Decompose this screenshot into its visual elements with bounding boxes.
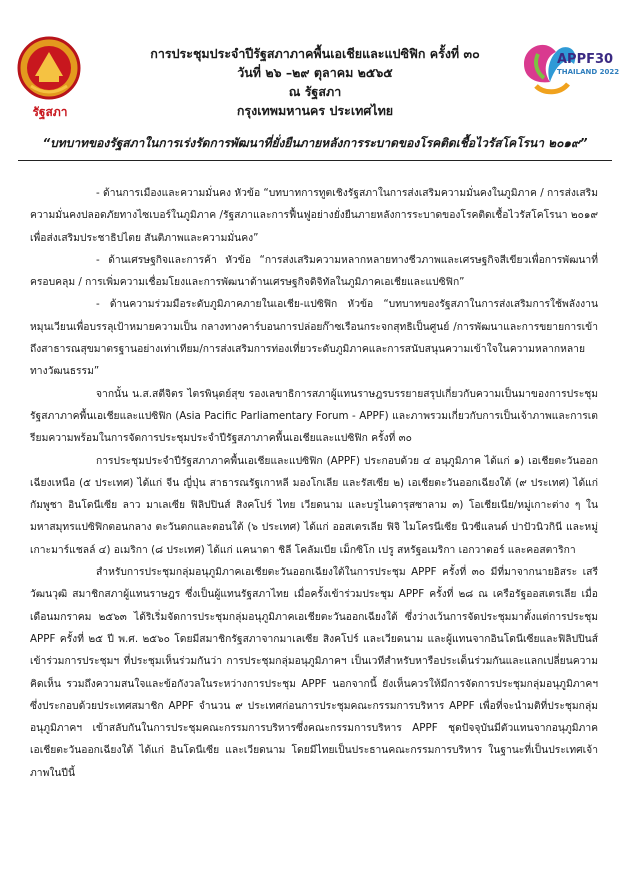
header-divider (18, 160, 612, 161)
header-title: การประชุมประจำปีรัฐสภาภาคพื้นเอเชียและแปซิฟิก ครั้งที่ ๓๐ (150, 46, 480, 61)
paragraph-regional: - ด้านความร่วมมือระดับภูมิภาคภายในเอเชีย-แปซิฟิก หัวข้อ “บทบาทของรัฐสภาในการส่งเสริมการใช้พลังงานหมุนเวียนเพื่อบรรลุเป้าหมายความเป็น กลางทางคาร์บอนการปล่อยก๊าซเรือนกระจกสุทธิเป็นศูนย์ /การพัฒนาและการขยายการเข้าถึงสาธารณสุขมาตรฐานอย่างเท่าเทียม/การส่งเสริมการท่องเที่ยวระดับภูมิภาคและการสนับสนุนความเข้าใจในความหลากหลายทางวัฒนธรรม” (30, 298, 598, 378)
paragraph-briefing: จากนั้น น.ส.สตีจิตร ไตรพินุดย์สุข รองเลขาธิการสภาผู้แทนราษฎรบรรยายสรุปเกี่ยวกับความเป็นมาของการประชุมรัฐสภาภาคพื้นเอเชียและแปซิฟิก (Asia Pacific Parliamentary Forum - APPF) และภาพรวมเกี่ยวกับการเป็นเจ้าภาพและการเตรียมความพร้อมในการจัดการประชุมประจำปีรัฐสภาภาคพื้นเอเชียและแปซิฟิก ครั้งที่ ๓๐ (30, 387, 598, 445)
body-text (30, 182, 598, 784)
theme-line: “บทบาทของรัฐสภาในการเร่งรัดการพัฒนาที่ยั่งยืนภายหลังการระบาดของโรคติดเชื้อไวรัสโคโรนา ๒๐๑๙” (42, 136, 588, 150)
header-venue: ณ รัฐสภา (288, 84, 342, 99)
paragraph-sea-meeting: สำหรับการประชุมกลุ่มอนุภูมิภาคเอเชียตะวันออกเฉียงใต้ในการประชุม APPF ครั้งที่ ๓๐ มีที่มาจากนายอิสระ เสรีวัฒนวุฒิ สมาชิกสภาผู้แทนราษฎร ซึ่งเป็นผู้แทนรัฐสภาไทย เมื่อครั้งเข้าร่วมประชุม APPF ครั้งที่ ๒๘ ณ เครือรัฐออสเตรเลีย เมื่อเดือนมกราคม ๒๕๖๓ ได้ริเริ่มจัดการประชุมกลุ่มอนุภูมิภาคเอเชียตะวันออกเฉียงใต้ ซึ่งว่างเว้นการจัดประชุมมาตั้งแต่การประชุม APPF ครั้งที่ ๒๕ ปี พ.ศ. ๒๕๖๐ โดยมีสมาชิกรัฐสภาจากมาเลเซีย สิงคโปร์ และเวียดนาม และผู้แทนจากอินโดนีเซียและฟิลิปปินส์เข้าร่วมการประชุมฯ ที่ประชุมเห็นร่วมกันว่า การประชุมกลุ่มอนุภูมิภาคฯ เป็นเวทีสำหรับหารือประเด็นร่วมกันและแลกเปลี่ยนความคิดเห็น รวมถึงความสนใจและข้อกังวลในระหว่างการประชุม APPF นอกจากนี้ ยังเห็นควรให้มีการจัดการประชุมกลุ่มอนุภูมิภาคฯ ซึ่งประกอบด้วยประเทศสมาชิก APPF จำนวน ๙ ประเทศก่อนการประชุมคณะกรรมการบริหาร APPF เพื่อที่จะนำมติที่ประชุมกลุ่มอนุภูมิภาคฯ เข้าสลับกันในการประชุมคณะกรรมการบริหารซึ่งคณะกรรมการบริหาร APPF ชุดปัจจุบันมีตัวแทนจากอนุภูมิภาคเอเชียตะวันออกเฉียงใต้ ได้แก่ อินโดนีเซีย และเวียดนาม โดยมีไทยเป็นประธานคณะกรรมการบริหาร ในฐานะที่เป็นประเทศเจ้าภาพในปีนี้ (30, 566, 598, 779)
paragraph-subregions: การประชุมประจำปีรัฐสภาภาคพื้นเอเชียและแปซิฟิก (APPF) ประกอบด้วย ๔ อนุภูมิภาค ได้แก่ ๑) เอเชียตะวันออกเฉียงเหนือ (๕ ประเทศ) ได้แก่ จีน ญี่ปุ่น สาธารณรัฐเกาหลี มองโกเลีย และรัสเซีย ๒) เอเชียตะวันออกเฉียงใต้ (๙ ประเทศ) ได้แก่ กัมพูชา อินโดนีเซีย ลาว มาเลเซีย ฟิลิปปินส์ สิงคโปร์ ไทย เวียดนาม และบรูไนดารุสซาลาม ๓) โอเชียเนีย/หมู่เกาะต่าง ๆ ในมหาสมุทรแปซิฟิกตอนกลาง ตะวันตกและตอนใต้ (๖ ประเทศ) ได้แก่ ออสเตรเลีย ฟิจิ ไมโครนีเซีย นิวซีแลนด์ ปาปัวนิวกินี และหมู่เกาะมาร์แชลล์ ๔) อเมริกา (๘ ประเทศ) ได้แก่ แคนาดา ชิลี โคลัมเบีย เม็กซิโก เปรู สหรัฐอเมริกา เอกวาดอร์ และคอสตาริกา (30, 454, 598, 556)
emblem-caption: รัฐสภา (32, 105, 68, 119)
header-city: กรุงเทพมหานคร ประเทศไทย (236, 103, 394, 118)
paragraph-political: - ด้านการเมืองและความมั่นคง หัวข้อ “บทบาทการทูตเชิงรัฐสภาในการส่งเสริมความมั่นคงในภูมิภาค / การส่งเสริมความมั่นคงปลอดภัยทางไซเบอร์ในภูมิภาค /รัฐสภาและการฟื้นฟูอย่างยั่งยืนภายหลังการระบาดของโรคติดเชื้อไวรัสโคโรนา ๒๐๑๙ เพื่อส่งเสริมประชาธิปไตย สันติภาพและความมั่นคง” (30, 187, 598, 244)
appf-subtitle: THAILAND 2022 (557, 68, 620, 76)
appf-wordmark: APPF30 (557, 52, 614, 67)
header-date: วันที่ ๒๖ –๒๙ ตุลาคม ๒๕๖๕ (237, 65, 393, 80)
paragraph-economic: - ด้านเศรษฐกิจและการค้า หัวข้อ “การส่งเสริมความหลากหลายทางชีวภาพและเศรษฐกิจสีเขียวเพื่อการพัฒนาที่ครอบคลุม / การเพิ่มความเชื่อมโยงและการพัฒนาด้านเศรษฐกิจดิจิทัลในภูมิภาคเอเชียและแปซิฟิก” (30, 253, 598, 289)
